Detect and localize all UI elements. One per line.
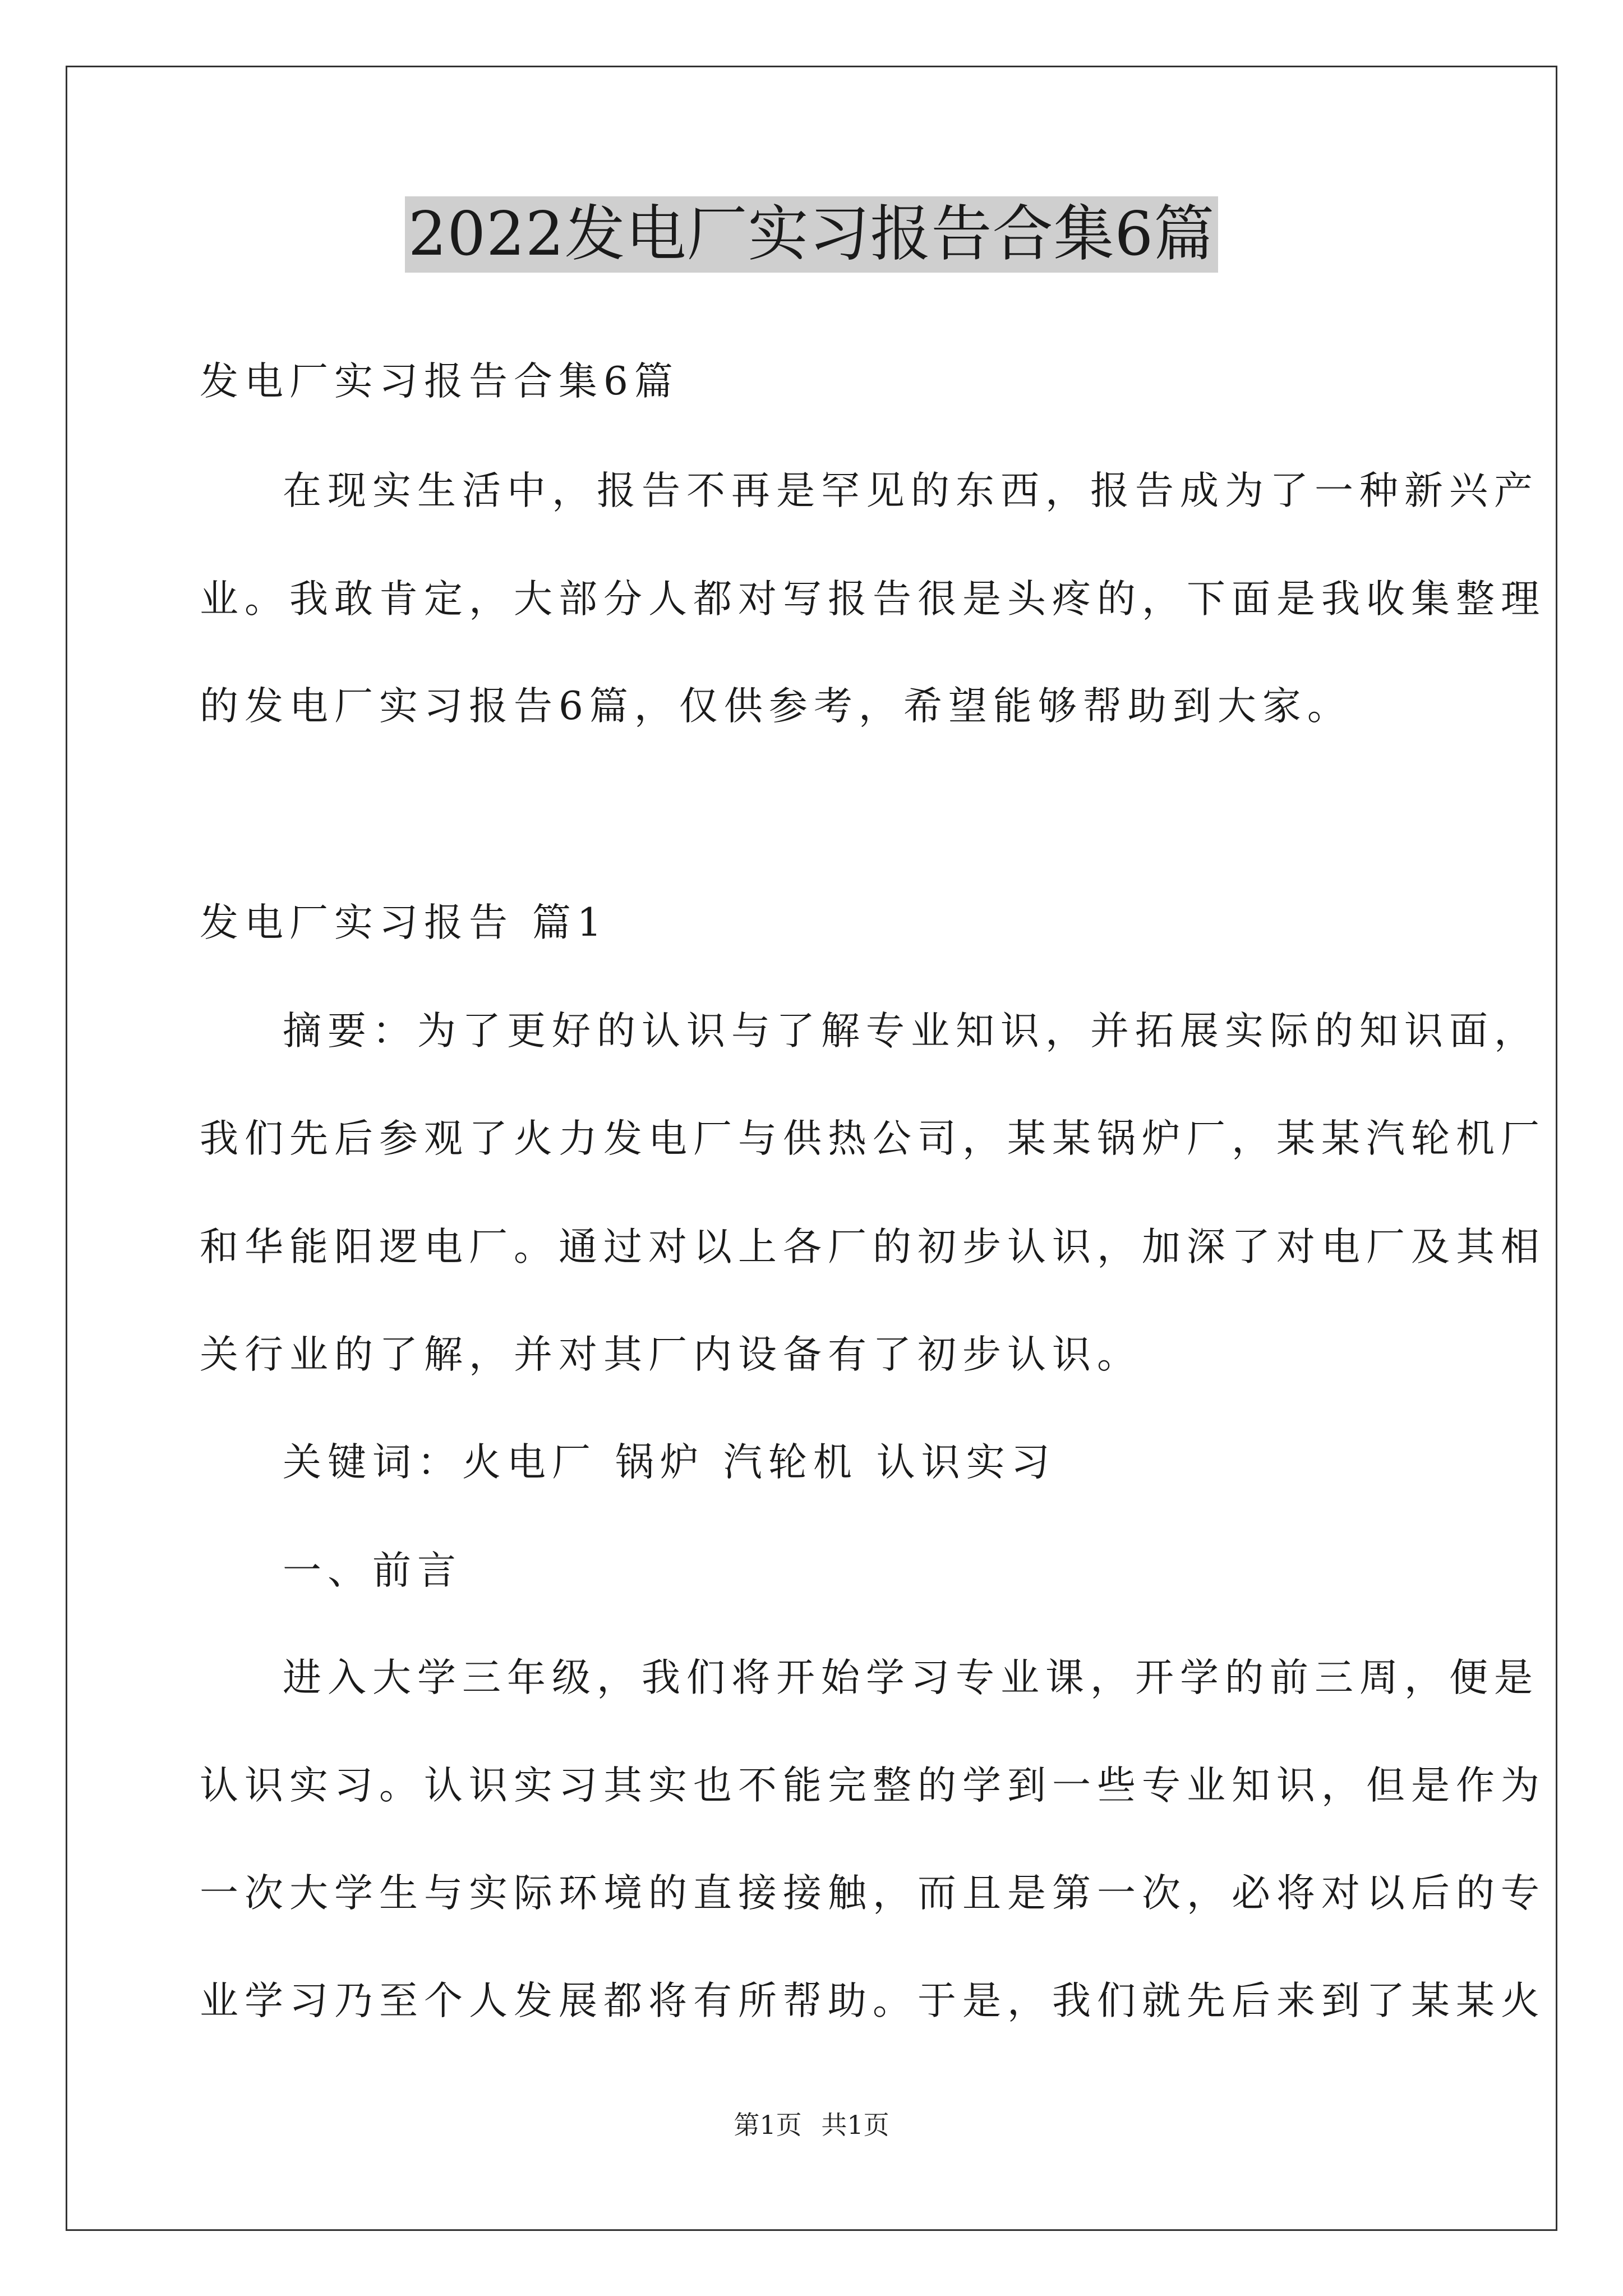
preface-line: 进入大学三年级，我们将开始学习专业课，开学的前三周，便是 xyxy=(283,1655,1539,1700)
keywords-line: 关键词：火电厂 锅炉 汽轮机 认识实习 xyxy=(283,1440,1056,1485)
intro-line: 在现实生活中，报告不再是罕见的东西，报告成为了一种新兴产 xyxy=(283,468,1539,513)
abstract-line: 关行业的了解，并对其厂内设备有了初步认识。 xyxy=(200,1332,1142,1377)
abstract-line: 摘要：为了更好的认识与了解专业知识，并拓展实际的知识面， xyxy=(283,1009,1539,1053)
page-footer xyxy=(0,2109,1623,2141)
document-subtitle: 发电厂实习报告合集6篇 xyxy=(200,359,679,404)
intro-line: 业。我敢肯定，大部分人都对写报告很是头疼的，下面是我收集整理 xyxy=(200,577,1546,622)
preface-heading: 一、前言 xyxy=(283,1548,462,1593)
preface-line: 认识实习。认识实习其实也不能完整的学到一些专业知识，但是作为 xyxy=(200,1763,1546,1808)
preface-line: 一次大学生与实际环境的直接接触，而且是第一次，必将对以后的专 xyxy=(200,1871,1546,1916)
document-title: 2022发电厂实习报告合集6篇 xyxy=(405,196,1219,273)
preface-line: 业学习乃至个人发展都将有所帮助。于是，我们就先后来到了某某火 xyxy=(200,1978,1546,2023)
abstract-line: 和华能阳逻电厂。通过对以上各厂的初步认识，加深了对电厂及其相 xyxy=(200,1225,1546,1269)
page-total: 共1页 xyxy=(821,2110,889,2140)
intro-line: 的发电厂实习报告6篇，仅供参考，希望能够帮助到大家。 xyxy=(200,684,1352,729)
section-heading: 发电厂实习报告 篇1 xyxy=(200,900,608,945)
title-container xyxy=(0,196,1623,273)
page-number: 第1页 xyxy=(734,2110,802,2140)
abstract-line: 我们先后参观了火力发电厂与供热公司，某某锅炉厂，某某汽轮机厂 xyxy=(200,1116,1546,1161)
